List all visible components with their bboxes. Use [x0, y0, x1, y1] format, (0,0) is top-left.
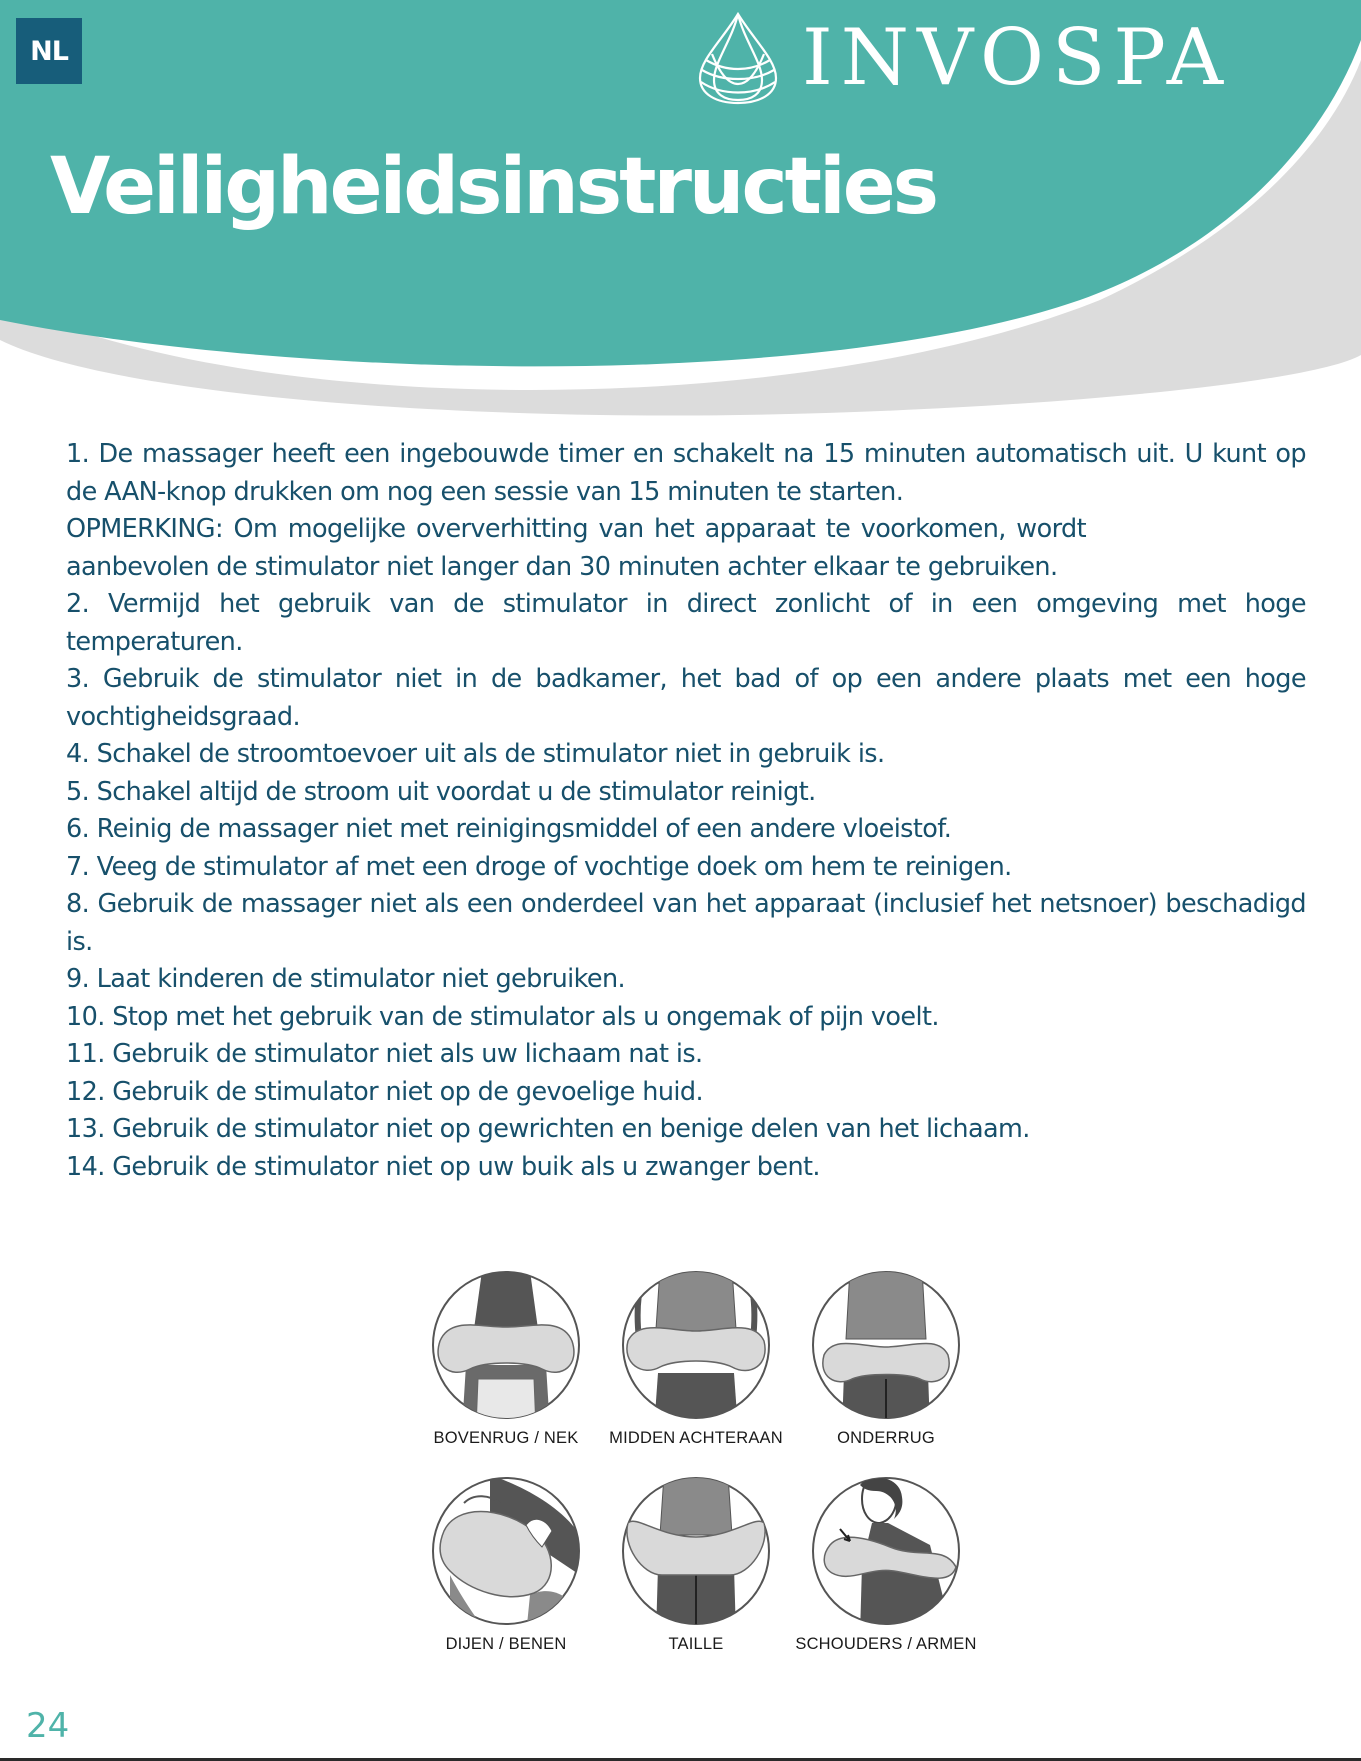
- instruction-item: 4. Schakel de stroomtoevoer uit als de stimulator niet in gebruik is.: [66, 739, 885, 769]
- usage-area-label: SCHOUDERS / ARMEN: [795, 1635, 977, 1653]
- instruction-item: 6. Reinig de massager niet met reinigingsmiddel of een andere vloeistof.: [66, 814, 952, 844]
- instruction-item: 8. Gebruik de massager niet als een onderdeel van het apparaat (inclusief het netsnoer) beschadigd is.: [66, 889, 1306, 957]
- instruction-item: 7. Veeg de stimulator af met een droge of vochtige doek om hem te reinigen.: [66, 851, 1012, 882]
- language-badge: NL: [16, 18, 82, 84]
- instruction-item: 11. Gebruik de stimulator niet als uw lichaam nat is.: [66, 1039, 703, 1069]
- instructions-list: [66, 436, 1306, 1186]
- instruction-item: 12. Gebruik de stimulator niet op de gevoelige huid.: [66, 1076, 703, 1107]
- thighs-legs-icon: [430, 1475, 582, 1627]
- lower-back-icon: [810, 1269, 962, 1421]
- usage-area-waist: [596, 1475, 796, 1654]
- instruction-item: 9. Laat kinderen de stimulator niet gebruiken.: [66, 964, 626, 994]
- usage-area-middle-back: [596, 1269, 796, 1448]
- brand-name: INVOSPA: [802, 13, 1232, 103]
- usage-area-lower-back: [786, 1269, 986, 1448]
- instruction-item: 3. Gebruik de stimulator niet in de badkamer, het bad of op een andere plaats met een hoge vochtigheidsgraad.: [66, 664, 1306, 732]
- usage-area-label: ONDERRUG: [837, 1429, 935, 1447]
- usage-area-label: DIJEN / BENEN: [445, 1635, 567, 1653]
- middle-back-icon: [620, 1269, 772, 1421]
- instruction-item: 2. Vermijd het gebruik van de stimulator in direct zonlicht of in een omgeving met hoge temperaturen.: [66, 589, 1306, 657]
- usage-area-upper-back: [406, 1269, 606, 1448]
- instruction-item: 14. Gebruik de stimulator niet op uw buik als u zwanger bent.: [66, 1151, 820, 1182]
- shoulders-arms-icon: [810, 1475, 962, 1627]
- usage-area-label: BOVENRUG / NEK: [433, 1429, 579, 1447]
- upper-back-neck-icon: [430, 1269, 582, 1421]
- usage-area-thighs-legs: [406, 1475, 606, 1654]
- instruction-item: 13. Gebruik de stimulator niet op gewrichten en benige delen van het lichaam.: [66, 1114, 1030, 1144]
- instruction-item: 5. Schakel altijd de stroom uit voordat u de stimulator reinigt.: [66, 776, 816, 807]
- usage-area-shoulders-arms: [786, 1475, 986, 1654]
- instruction-item: 10. Stop met het gebruik van de stimulator als u ongemak of pijn voelt.: [66, 1001, 939, 1032]
- instruction-item: 1. De massager heeft een ingebouwde timer en schakelt na 15 minuten automatisch uit. U kunt op de AAN-knop drukken om nog een sessie van 15 minuten te starten.: [66, 439, 1306, 507]
- usage-area-label: TAILLE: [668, 1635, 724, 1653]
- page-title: Veiligheidsinstructies: [50, 142, 937, 232]
- brand-logo: [692, 8, 1231, 108]
- page-number: 24: [26, 1706, 70, 1746]
- instruction-note: OPMERKING: Om mogelijke oververhitting van het apparaat te voorkomen, wordt aanbevolen de stimulator niet langer dan 30 minuten achter elkaar te gebruiken.: [66, 514, 1086, 582]
- usage-area-label: MIDDEN ACHTERAAN: [609, 1429, 783, 1447]
- brand-drop-icon: [692, 10, 784, 106]
- waist-icon: [620, 1475, 772, 1627]
